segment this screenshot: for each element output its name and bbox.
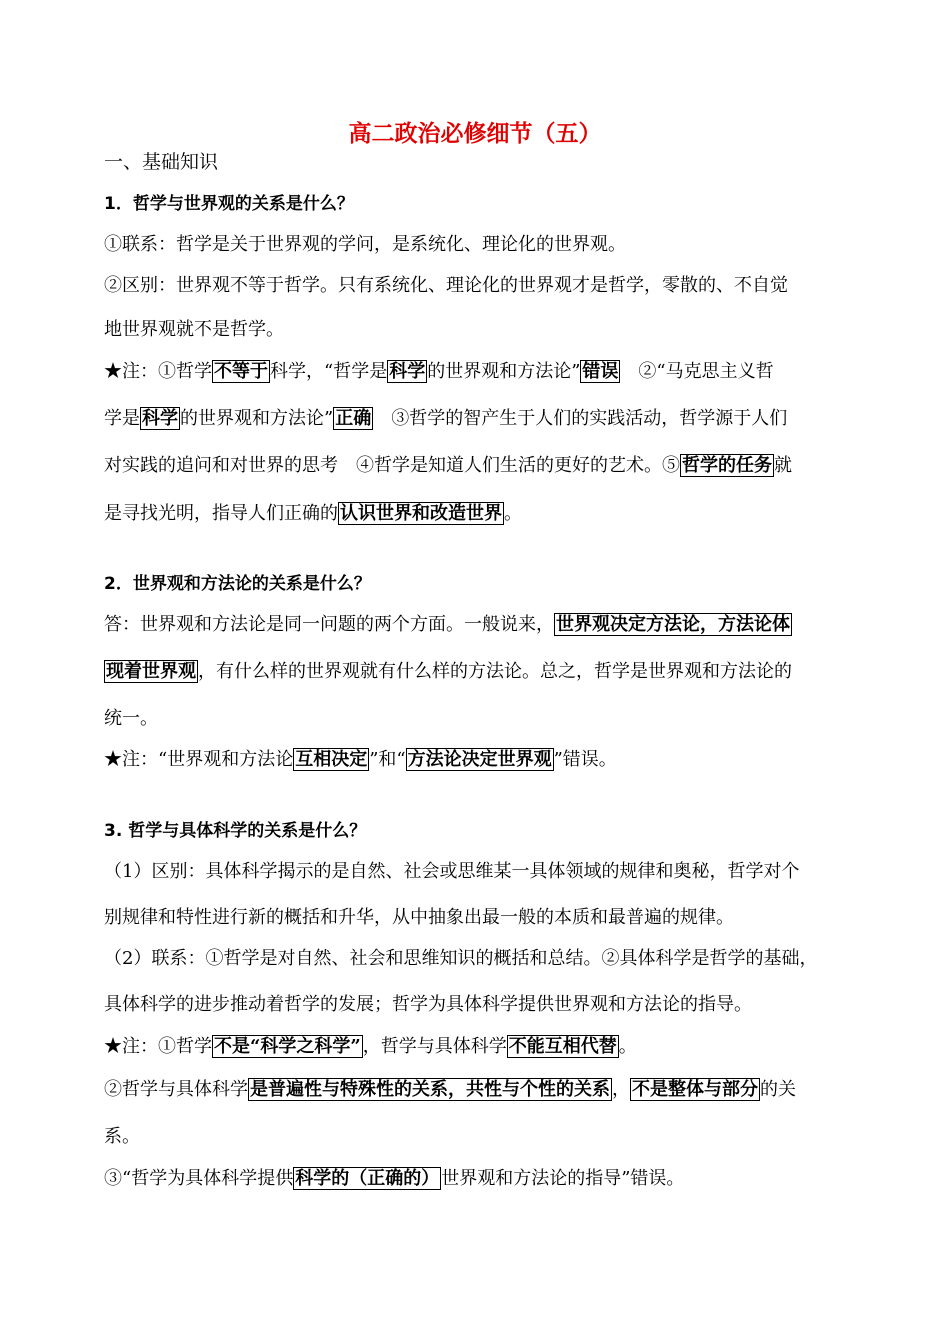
text: 科学，“哲学是 [270,361,388,382]
question-2: 2．世界观和方法论的关系是什么？ [104,574,371,594]
q3-note-3 [104,1165,684,1193]
q3-note-2-cont: 系。 [104,1126,140,1147]
text: ，哲学与具体科学 [362,1036,507,1057]
text: ★注：①哲学 [104,1036,212,1057]
boxed-term: 不是“科学之科学” [214,1036,361,1057]
boxed-term: 科学的（正确的） [295,1168,440,1189]
text: 的关 [760,1079,796,1100]
text: ★注：“世界观和方法论 [104,749,294,770]
q2-line-1 [104,611,792,639]
text: ③哲学的智产生于人们的实践活动，哲学源于人们 [373,408,788,429]
boxed-term: 正确 [335,408,372,429]
text: 世界观和方法论的指导”错误。 [441,1168,685,1189]
q2-note [104,746,617,774]
text: 就 [774,455,792,476]
q3-line-4: 具体科学的进步推动着哲学的发展；哲学为具体科学提供世界观和方法论的指导。 [104,994,752,1015]
text: ， [612,1079,630,1100]
q1-line-1: ①联系：哲学是关于世界观的学问，是系统化、理论化的世界观。 [104,234,626,255]
boxed-term: 哲学的任务 [682,455,772,476]
q1-note-line-2 [104,405,787,433]
boxed-term: 不能互相代替 [508,1036,617,1057]
text: ，有什么样的世界观就有什么样的方法论。总之，哲学是世界观和方法论的 [198,661,792,682]
text: ③“哲学为具体科学提供 [104,1168,294,1189]
text: 是寻找光明，指导人们正确的 [104,503,338,524]
q2-line-2 [104,658,792,686]
text: 对实践的追问和对世界的思考 ④哲学是知道人们生活的更好的艺术。⑤ [104,455,680,476]
q1-line-3: 地世界观就不是哲学。 [104,319,284,340]
text: 。 [618,1036,637,1057]
text: ②“马克思主义哲 [620,361,774,382]
text: 的世界观和方法论” [427,361,581,382]
boxed-term: 世界观决定方法论，方法论体 [556,614,790,635]
boxed-term: 不是整体与部分 [632,1079,758,1100]
text: ”错误。 [553,749,617,770]
q1-line-2: ②区别：世界观不等于哲学。只有系统化、理论化的世界观才是哲学，零散的、不自觉 [104,275,788,296]
document-title: 高二政治必修细节（五） [348,120,602,147]
boxed-term: 是普遍性与特殊性的关系，共性与个性的关系 [250,1079,610,1100]
boxed-term: 错误 [582,361,619,382]
boxed-term: 科学 [389,361,426,382]
q3-line-2: 别规律和特性进行新的概括和升华，从中抽象出最一般的本质和最普遍的规律。 [104,907,734,928]
question-3: 3. 哲学与具体科学的关系是什么？ [104,821,367,841]
boxed-term: 方法论决定世界观 [407,749,552,770]
text: 学是 [104,408,140,429]
q3-note-1 [104,1033,637,1061]
q1-note-line-1 [104,358,774,386]
text: ②哲学与具体科学 [104,1079,248,1100]
section-heading: 一、基础知识 [104,151,219,173]
boxed-term: 不等于 [214,361,268,382]
text: 。 [504,503,522,524]
q1-note-line-4 [104,500,522,528]
q3-note-2 [104,1076,796,1104]
q3-line-3: （2）联系：①哲学是对自然、社会和思维知识的概括和总结。②具体科学是哲学的基础， [104,948,818,969]
boxed-term: 现着世界观 [106,661,196,682]
q1-note-line-3 [104,452,792,480]
boxed-term: 科学 [142,408,178,429]
boxed-term: 互相决定 [295,749,368,770]
question-1: 1．哲学与世界观的关系是什么？ [104,194,354,214]
text: 答：世界观和方法论是同一问题的两个方面。一般说来， [104,614,554,635]
text: ★注：①哲学 [104,361,212,382]
boxed-term: 认识世界和改造世界 [340,503,502,524]
text: ”和“ [369,749,406,770]
text: 的世界观和方法论” [180,408,334,429]
q3-line-1: （1）区别：具体科学揭示的是自然、社会或思维某一具体领域的规律和奥秘，哲学对个 [104,861,800,882]
q2-line-3: 统一。 [104,708,158,729]
